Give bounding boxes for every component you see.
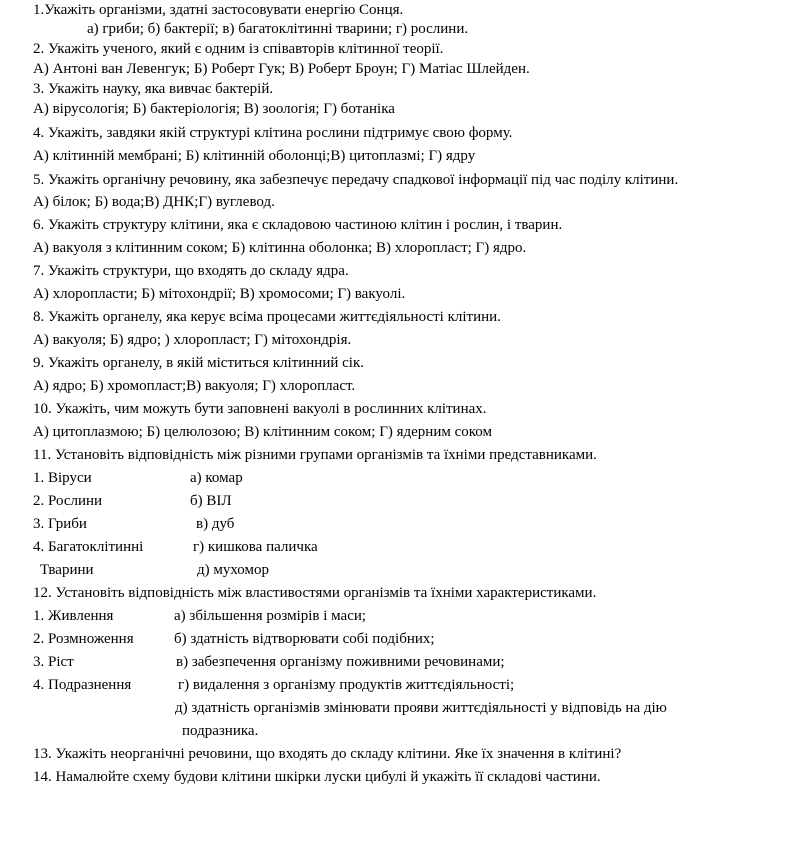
match-left-item: 4. Подразнення [33,677,132,693]
match-right-item: д) мухомор [197,562,270,578]
question-9-options: А) ядро; Б) хромопласт;В) вакуоля; Г) хлоропласт. [33,378,356,394]
question-3: 3. Укажіть науку, яка вивчає бактерій. [33,81,274,97]
question-12: 12. Установіть відповідність між властивостями організмів та їхніми характеристиками. [33,585,597,601]
match-left-item: 3. Ріст [33,654,74,670]
question-6-options: А) вакуоля з клітинним соком; Б) клітинна оболонка; В) хлоропласт; Г) ядро. [33,240,527,256]
question-5: 5. Укажіть органічну речовину, яка забезпечує передачу спадкової інформації під час поділу клітини. [33,172,679,188]
match-right-item: б) ВІЛ [190,493,232,509]
question-4: 4. Укажіть, завдяки якій структурі клітина рослини підтримує свою форму. [33,125,513,141]
question-7: 7. Укажіть структури, що входять до складу ядра. [33,263,349,279]
match-left-item: 3. Гриби [33,516,87,532]
question-2: 2. Укажіть ученого, який є одним із співавторів клітинної теорії. [33,41,444,57]
match-right-item: а) збільшення розмірів і маси; [174,608,367,624]
question-1: 1.Укажіть організми, здатні застосовувати енергію Сонця. [33,2,404,18]
match-right-item: а) комар [190,470,243,486]
question-10: 10. Укажіть, чим можуть бути заповнені вакуолі в рослинних клітинах. [33,401,487,417]
question-13: 13. Укажіть неорганічні речовини, що входять до складу клітини. Яке їх значення в клітині? [33,746,622,762]
match-left-item: 4. Багатоклітинні [33,539,144,555]
match-left-item: 1. Живлення [33,608,114,624]
question-2-options: А) Антоні ван Левенгук; Б) Роберт Гук; В) Роберт Броун; Г) Матіас Шлейден. [33,61,530,77]
match-right-item: д) здатність організмів змінювати прояви життєдіяльності у відповідь на дію [175,700,667,716]
question-8: 8. Укажіть органелу, яка керує всіма процесами життєдіяльності клітини. [33,309,501,325]
match-right-item: подразника. [182,723,259,739]
question-11: 11. Установіть відповідність між різними групами організмів та їхніми представниками. [33,447,597,463]
question-3-options: А) вірусологія; Б) бактеріологія; В) зоологія; Г) ботаніка [33,101,395,117]
match-right-item: г) кишкова паличка [193,539,318,555]
match-left-item: 2. Рослини [33,493,103,509]
question-6: 6. Укажіть структуру клітини, яка є складовою частиною клітин і рослин, і тварин. [33,217,563,233]
match-right-item: г) видалення з організму продуктів життєдіяльності; [178,677,515,693]
match-right-item: в) дуб [196,516,235,532]
match-right-item: б) здатність відтворювати собі подібних; [174,631,435,647]
match-left-item: 1. Віруси [33,470,92,486]
match-left-item: Тварини [40,562,94,578]
question-8-options: А) вакуоля; Б) ядро; ) хлоропласт; Г) мітохондрія. [33,332,352,348]
question-14: 14. Намалюйте схему будови клітини шкірки луски цибулі й укажіть її складові частини. [33,769,601,785]
question-9: 9. Укажіть органелу, в якій міститься клітинний сік. [33,355,364,371]
match-left-item: 2. Розмноження [33,631,134,647]
question-5-options: А) білок; Б) вода;В) ДНК;Г) вуглевод. [33,194,275,210]
question-1-options: а) гриби; б) бактерії; в) багатоклітинні тварини; г) рослини. [87,21,469,37]
question-4-options: А) клітинній мембрані; Б) клітинній оболонці;В) цитоплазмі; Г) ядру [33,148,476,164]
match-right-item: в) забезпечення організму поживними речовинами; [176,654,505,670]
question-7-options: А) хлоропласти; Б) мітохондрії; В) хромосоми; Г) вакуолі. [33,286,406,302]
question-10-options: А) цитоплазмою; Б) целюлозою; В) клітинним соком; Г) ядерним соком [33,424,492,440]
